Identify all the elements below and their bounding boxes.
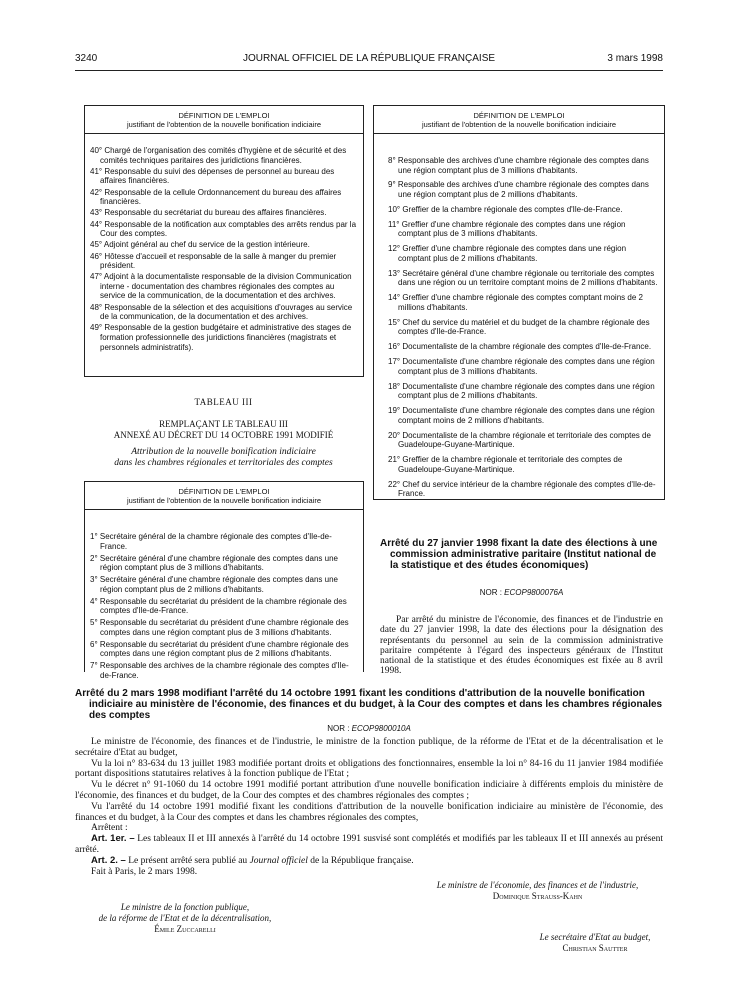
- signatory-title: Le secrétaire d'Etat au budget,: [539, 932, 651, 942]
- employment-list: [85, 510, 363, 681]
- page-header: [75, 53, 663, 69]
- list-item: 13° Secrétaire général d'une chambre régionale ou territoriale des comptes dans une région ou un territoire comptant moins de 2 millions d'habitants.: [388, 268, 658, 288]
- article-2: [75, 856, 663, 867]
- visa-paragraph: Vu la loi n° 83-634 du 13 juillet 1983 modifiée portant droits et obligations des fonctionnaires, ensemble la loi n° 84-16 du 11 janvier 1984 modifiée portant dispositions statutaires relatives à la fonction publique de l'Etat ;: [75, 758, 663, 780]
- nor-code: ECOP9800076A: [504, 588, 564, 597]
- list-item: 40° Chargé de l'organisation des comités d'hygiène et de sécurité et des comités techniques paritaires des juridictions financières.: [90, 146, 347, 165]
- list-item: 2° Secrétaire général d'une chambre régionale des comptes dans une région comptant plus de 3 millions d'habitants.: [90, 553, 338, 573]
- table-column-header: [374, 106, 664, 134]
- article-text: Les tableaux II et III annexés à l'arrêté du 14 octobre 1991 susvisé sont complétés et modifiés par les tableaux II et III annexés au présent arrêté.: [75, 834, 663, 855]
- list-item: 41° Responsable du suivi des dépenses de personnel au bureau des affaires financières.: [90, 166, 335, 186]
- signature-public-service-minister: [75, 902, 295, 935]
- article-1: [75, 834, 663, 856]
- column-header-line1: DÉFINITION DE L'EMPLOI: [178, 111, 270, 120]
- tableau-iii-heading: [84, 397, 363, 469]
- table-column-header: [85, 482, 363, 510]
- list-item: 49° Responsable de la gestion budgétaire et administrative des stages de formation professionnelle des juridictions financières (magistrats et personnels administratifs).: [90, 323, 352, 352]
- list-item: 10° Greffier de la chambre régionale des comptes d'Ile-de-France.: [388, 204, 623, 214]
- column-header-line2: justifiant de l'obtention de la nouvelle bonification indiciaire: [421, 120, 617, 129]
- column-header-line1: DÉFINITION DE L'EMPLOI: [178, 487, 270, 496]
- nor-code: ECOP9800010A: [351, 724, 411, 733]
- nor-label: NOR :: [479, 588, 502, 597]
- arrete-title: Arrêté du 27 janvier 1998 fixant la date des élections à une commission administrative paritaire (Institut national de la statistique et des études économiques): [380, 538, 658, 571]
- article-text: Le présent arrêté sera publié au: [128, 855, 248, 866]
- column-header-line1: DÉFINITION DE L'EMPLOI: [473, 111, 565, 120]
- visa-paragraph: Vu l'arrêté du 14 octobre 1991 modifié fixant les conditions d'attribution de la nouvelle bonification indiciaire au ministère de l'économie, des finances et du budget, à la Cour des comptes et dans les chambres régionales des comptes,: [75, 801, 663, 823]
- header-divider: [75, 70, 663, 71]
- signatory-name: Dominique Strauss-Kahn: [492, 891, 583, 901]
- employment-list: [85, 134, 363, 352]
- page-number: 3240: [75, 53, 98, 64]
- signature-economy-minister: [395, 880, 680, 902]
- list-item: 11° Greffier d'une chambre régionale des comptes dans une région comptant plus de 3 millions d'habitants.: [388, 219, 626, 239]
- list-item: 18° Documentaliste d'une chambre régionale des comptes dans une région comptant plus de 2 millions d'habitants.: [388, 381, 655, 401]
- employment-list: [374, 134, 664, 499]
- arretent-line: Arrêtent :: [91, 823, 128, 834]
- arrete-elections: [380, 538, 663, 677]
- nor-reference: [380, 588, 663, 597]
- list-item: 3° Secrétaire général d'une chambre régionale des comptes dans une région comptant plus de 2 millions d'habitants.: [90, 575, 338, 594]
- arrete-body: Par arrêté du ministre de l'économie, des finances et de l'industrie en date du 27 janvier 1998, la date des élections pour la désignation des représentants du personnel au sein de la commission administrative paritaire compétente à l'égard des inspecteurs généraux de l'Institut national de la statistique et des études économiques est fixée au 8 avril 1998.: [380, 615, 663, 677]
- list-item: 46° Hôtesse d'accueil et responsable de la salle à manger du premier président.: [90, 251, 337, 271]
- list-item: 9° Responsable des archives d'une chambre régionale des comptes dans une région comptant plus de 2 millions d'habitants.: [388, 180, 649, 200]
- signatory-name: Christian Sautter: [562, 943, 628, 953]
- tableau-iii-table-right: [373, 105, 665, 500]
- arrete-body: [75, 737, 663, 877]
- list-item: 45° Adjoint général au chef du service de la gestion intérieure.: [90, 240, 310, 250]
- nor-label: NOR :: [327, 724, 350, 733]
- list-item: 6° Responsable du secrétariat du président d'une chambre régionale des comptes dans une région comptant plus de 2 millions d'habitants.: [90, 639, 349, 659]
- list-item: 44° Responsable de la notification aux comptables des arrêts rendus par la Cour des comptes.: [90, 219, 357, 239]
- signatory-name: Émile Zuccarelli: [154, 924, 216, 934]
- list-item: 12° Greffier d'une chambre régionale des comptes dans une région comptant plus de 2 millions d'habitants.: [388, 244, 627, 263]
- tableau-iii-table-left: [84, 481, 364, 681]
- signature-budget-secretary: [520, 932, 670, 954]
- table-column-header: [85, 106, 363, 134]
- issue-date: 3 mars 1998: [607, 53, 663, 64]
- list-item: 48° Responsable de la sélection et des acquisitions d'ouvrages au service de la communication, de la documentation et des archives.: [90, 302, 353, 322]
- list-item: 19° Documentaliste d'une chambre régionale des comptes dans une région comptant moins de 2 millions d'habitants.: [388, 406, 655, 425]
- list-item: 16° Documentaliste de la chambre régionale des comptes d'Ile-de-France.: [388, 342, 652, 352]
- tableau-caption-2: dans les chambres régionales et territoriales des comptes: [114, 458, 333, 468]
- arrete-bonification: [75, 688, 663, 877]
- nor-reference: [75, 724, 663, 733]
- visa-paragraph: Vu le décret n° 91-1060 du 14 octobre 1991 modifié portant attribution d'une nouvelle bonification indiciaire à différents emplois du ministère de l'économie, des finances et du budget, de la Cour des comptes et des chambres régionales des comptes ;: [75, 780, 663, 801]
- journal-name: Journal officiel: [249, 855, 308, 866]
- list-item: 42° Responsable de la cellule Ordonnancement du bureau des affaires financières.: [90, 187, 342, 207]
- article-label: Art. 1er. –: [91, 833, 135, 845]
- list-item: 1° Secrétaire général de la chambre régionale des comptes d'Ile-de-France.: [90, 532, 332, 551]
- list-item: 21° Greffier de la chambre régionale et territoriale des comptes de Guadeloupe-Guyane-Martinique.: [388, 455, 623, 474]
- signing-place-date: Fait à Paris, le 2 mars 1998.: [91, 866, 198, 877]
- preamble-paragraph: Le ministre de l'économie, des finances et de l'industrie, le ministre de la fonction publique, de la réforme de l'Etat et de la décentralisation et le secrétaire d'Etat au budget,: [75, 737, 663, 758]
- article-label: Art. 2. –: [91, 854, 126, 866]
- list-item: 20° Documentaliste de la chambre régionale et territoriale des comptes de Guadeloupe-Guyane-Martinique.: [388, 430, 651, 450]
- list-item: 8° Responsable des archives d'une chambre régionale des comptes dans une région comptant plus de 3 millions d'habitants.: [388, 156, 649, 175]
- tableau-subtitle-1: REMPLAÇANT LE TABLEAU III: [159, 419, 288, 429]
- signatory-title: Le ministre de l'économie, des finances et de l'industrie,: [436, 880, 639, 890]
- arrete-title: Arrêté du 2 mars 1998 modifiant l'arrêté du 14 octobre 1991 fixant les conditions d'attribution de la nouvelle bonification indiciaire au ministère de l'économie, des finances et du budget, à la Cour des comptes et dans les chambres régionales des comptes: [75, 688, 663, 721]
- list-item: 43° Responsable du secrétariat du bureau des affaires financières.: [90, 208, 327, 218]
- table-continuation-left: [84, 105, 364, 377]
- list-item: 14° Greffier d'une chambre régionale des comptes comptant moins de 2 millions d'habitants.: [388, 293, 643, 312]
- tableau-subtitle-2: ANNEXÉ AU DÉCRET DU 14 OCTOBRE 1991 MODIFIÉ: [113, 430, 334, 440]
- column-header-line2: justifiant de l'obtention de la nouvelle bonification indiciaire: [126, 120, 322, 129]
- tableau-caption-1: Attribution de la nouvelle bonification indiciaire: [131, 447, 316, 457]
- signatory-title: de la réforme de l'Etat et de la décentralisation,: [98, 913, 272, 923]
- signatory-title: Le ministre de la fonction publique,: [120, 902, 250, 912]
- list-item: 22° Chef du service intérieur de la chambre régionale des comptes d'Ile-de-France.: [388, 479, 656, 499]
- list-item: 47° Adjoint à la documentaliste responsable de la division Communication interne - documentation des chambres régionales des comptes au service de la communication, de la documentation et des archives.: [90, 272, 352, 301]
- list-item: 4° Responsable du secrétariat du président de la chambre régionale des comptes d'Ile-de-France.: [90, 596, 347, 616]
- list-item: 7° Responsable des archives de la chambre régionale des comptes d'Ile-de-France.: [90, 661, 349, 681]
- tableau-title: TABLEAU III: [194, 397, 253, 407]
- list-item: 5° Responsable du secrétariat du président d'une chambre régionale des comptes dans une région comptant plus de 3 millions d'habitants.: [90, 618, 349, 637]
- column-header-line2: justifiant de l'obtention de la nouvelle bonification indiciaire: [126, 496, 322, 505]
- article-text: de la République française.: [310, 855, 414, 866]
- list-item: 17° Documentaliste d'une chambre régionale des comptes dans une région comptant plus de 3 millions d'habitants.: [388, 357, 655, 376]
- list-item: 15° Chef du service du matériel et du budget de la chambre régionale des comptes d'Ile-de-France.: [388, 317, 650, 337]
- journal-title: JOURNAL OFFICIEL DE LA RÉPUBLIQUE FRANÇAISE: [242, 53, 496, 64]
